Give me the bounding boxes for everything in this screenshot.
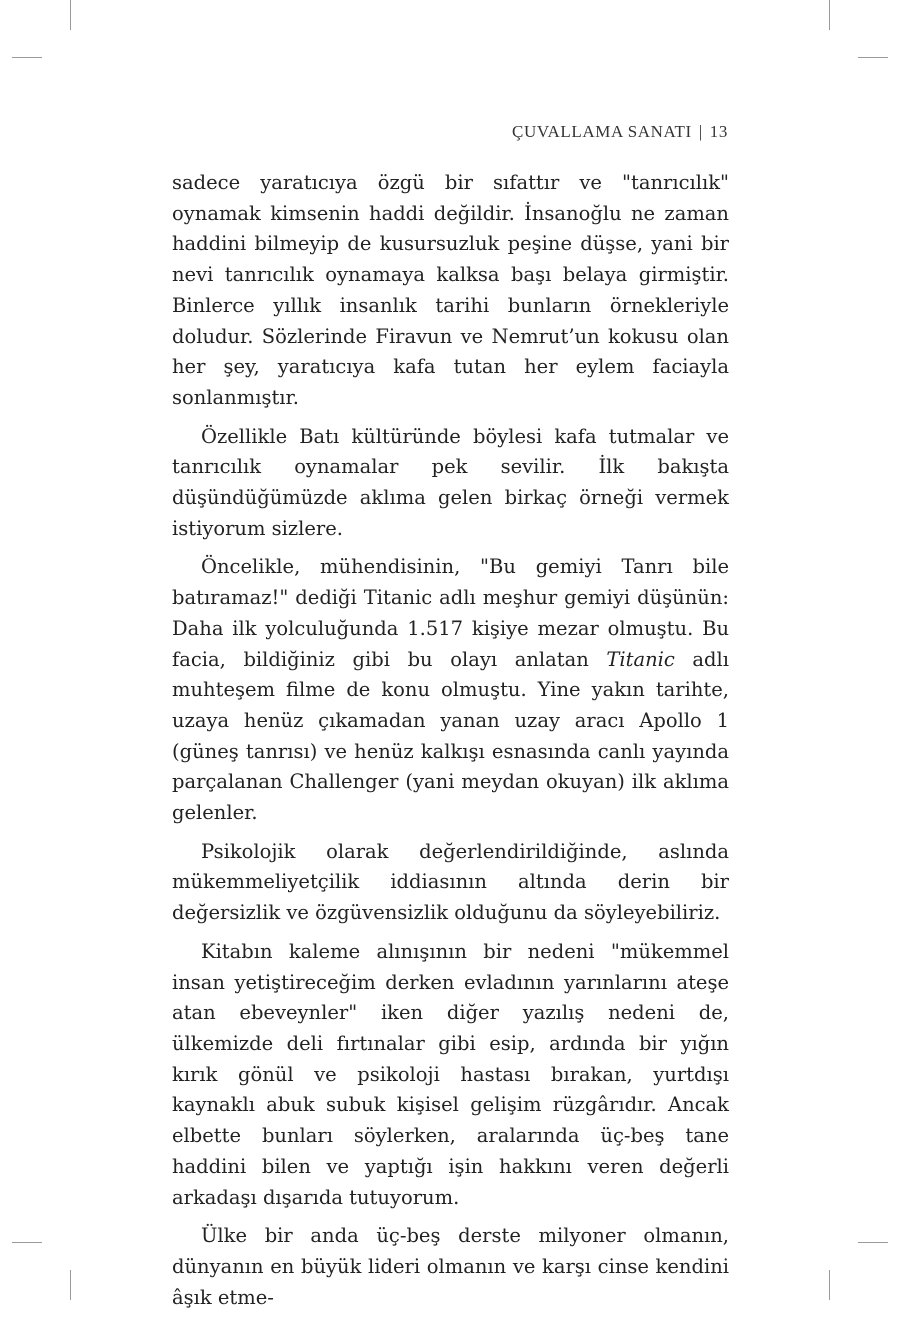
crop-mark-top-right-horizontal bbox=[858, 57, 888, 58]
header-separator: | bbox=[698, 122, 703, 141]
paragraph-4: Psikolojik olarak değerlendirildiğinde, aslında mükemmeliyetçilik iddiasının altında derin bir değersizlik ve özgüvensizlik olduğunu da söyleyebiliriz. bbox=[172, 839, 729, 925]
paragraph-1: sadece yaratıcıya özgü bir sıfattır ve "tanrıcılık" oynamak kimsenin haddi değildir. İnsanoğlu ne zaman haddini bilmeyip de kusursuzluk peşine düşse, yani bir nevi tanrıcılık oynamaya kalksa başı belaya girmiştir. Binlerce yıllık insanlık tarihi bunların örnekleriyle doludur. Sözlerinde Firavun ve Nemrut’un kokusu olan her şey, yaratıcıya kafa tutan her eylem faciayla sonlanmıştır. bbox=[172, 171, 729, 409]
paragraph-5: Kitabın kaleme alınışının bir nedeni "mükemmel insan yetiştireceğim derken evladının yarınlarını ateşe atan ebeveynler" iken diğer yazılış nedeni de, ülkemizde deli fırtınalar gibi esip, ardında bir yığın kırık gönül ve psikoloji hastası bırakan, yurtdışı kaynaklı abuk subuk kişisel gelişim rüzgârıdır. Ancak elbette bunları söylerken, aralarında üç-beş tane haddini bilen ve yaptığı işin hakkını veren değerli arkadaşı dışarıda tutuyorum. bbox=[172, 939, 729, 1209]
body-text bbox=[172, 168, 729, 1321]
paragraph-3: Öncelikle, mühendisinin, "Bu gemiyi Tanrı bile batıramaz!" dediği Titanic adlı meşhur gemiyi düşünün: Daha ilk yolculuğunda 1.517 kişiye mezar olmuştu. Bu facia, bildiğiniz gibi bu olayı anlatan Titanic adlı muhteşem filme de konu olmuştu. Yine yakın tarihte, uzaya henüz çıkamadan yanan uzay aracı Apollo 1 (güneş tanrısı) ve henüz kalkışı esnasında canlı yayında parçalanan Challenger (yani meydan okuyan) ilk aklıma gelenler. bbox=[172, 555, 729, 825]
crop-mark-top-left-horizontal bbox=[12, 57, 42, 58]
crop-mark-bottom-left-horizontal bbox=[12, 1242, 42, 1243]
crop-mark-top-right-vertical bbox=[829, 0, 830, 30]
crop-mark-top-left-vertical bbox=[70, 0, 71, 30]
crop-mark-bottom-right-horizontal bbox=[858, 1242, 888, 1243]
paragraph-2: Özellikle Batı kültüründe böylesi kafa tutmalar ve tanrıcılık oynamalar pek sevilir. İlk bakışta düşündüğümüzde aklıma gelen birkaç örneği vermek istiyorum sizlere. bbox=[172, 424, 729, 540]
paragraph-6: Ülke bir anda üç-beş derste milyoner olmanın, dünyanın en büyük lideri olmanın ve karşı cinse kendini âşık etme- bbox=[172, 1224, 729, 1309]
running-title: ÇUVALLAMA SANATI bbox=[512, 122, 692, 141]
crop-mark-bottom-right-vertical bbox=[829, 1270, 830, 1300]
page-number: 13 bbox=[709, 122, 728, 141]
running-head bbox=[512, 122, 728, 142]
film-title: Titanic bbox=[606, 647, 675, 671]
crop-mark-bottom-left-vertical bbox=[70, 1270, 71, 1300]
